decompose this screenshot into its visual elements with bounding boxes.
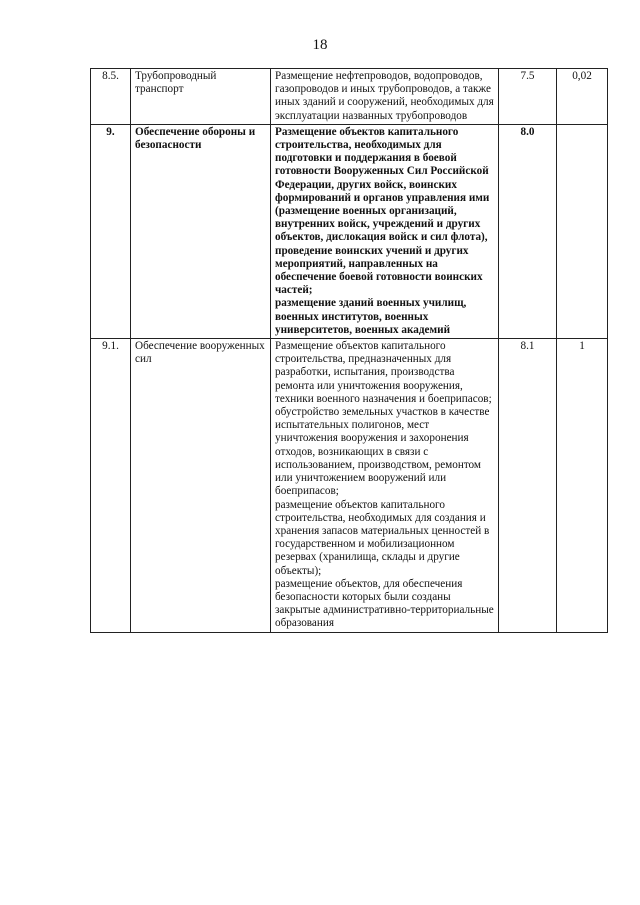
- row-value: 0,02: [557, 69, 608, 125]
- row-description: [271, 69, 499, 125]
- row-code: 8.0: [499, 124, 557, 338]
- row-code: 8.1: [499, 339, 557, 632]
- row-description-part: размещение объектов, для обеспечения безопасности которых были созданы закрытые административно-территориальные образования: [275, 577, 494, 630]
- page-number: 18: [312, 37, 328, 53]
- row-number: 9.1.: [91, 339, 131, 632]
- table-row-9-1: [91, 339, 608, 632]
- land-use-table: [90, 68, 608, 633]
- row-description-part: обустройство земельных участков в качестве испытательных полигонов, мест уничтожения вооружения и захоронения отходов, возникающих в связи с использованием, производством, ремонтом или уничтожением вооружений или боеприпасов;: [275, 406, 490, 498]
- row-description: [271, 339, 499, 632]
- row-name: Трубопроводный транспорт: [131, 69, 271, 125]
- row-description-part: Размещение нефтепроводов, водопроводов, газопроводов и иных трубопроводов, а также иных зданий и сооружений, необходимых для эксплуатации названных трубопроводов: [275, 70, 494, 122]
- row-description: [271, 124, 499, 338]
- row-description-part: Размещение объектов капитального строительства, предназначенных для разработки, испытания, производства ремонта или уничтожения вооружения, техники военного назначения и боеприпасов;: [275, 340, 492, 405]
- row-name: Обеспечение вооруженных сил: [131, 339, 271, 632]
- row-number: 8.5.: [91, 69, 131, 125]
- row-number: 9.: [91, 124, 131, 338]
- row-description-part: Размещение объектов капитального строительства, необходимых для подготовки и поддержания в боевой готовности Вооруженных Сил Российской Федерации, других войск, воинских формирований и органов управления ими (размещение военных организаций, внутренних войск, учреждений и других объектов, дислокация войск и сил флота), проведение воинских учений и других мероприятий, направленных на обеспечение боевой готовности воинских частей;: [275, 125, 490, 297]
- row-name: Обеспечение обороны и безопасности: [131, 124, 271, 338]
- table-row-8-5: [91, 69, 608, 125]
- row-code: 7.5: [499, 69, 557, 125]
- row-value: 1: [557, 339, 608, 632]
- row-description-part: размещение зданий военных училищ, военных институтов, военных университетов, военных академий: [275, 297, 467, 336]
- row-description-part: размещение объектов капитального строительства, необходимых для создания и хранения запасов материальных ценностей в государственном и мобилизационном резервах (хранилища, склады и другие объекты);: [275, 498, 490, 577]
- row-value: [557, 124, 608, 338]
- table-row-9: [91, 124, 608, 338]
